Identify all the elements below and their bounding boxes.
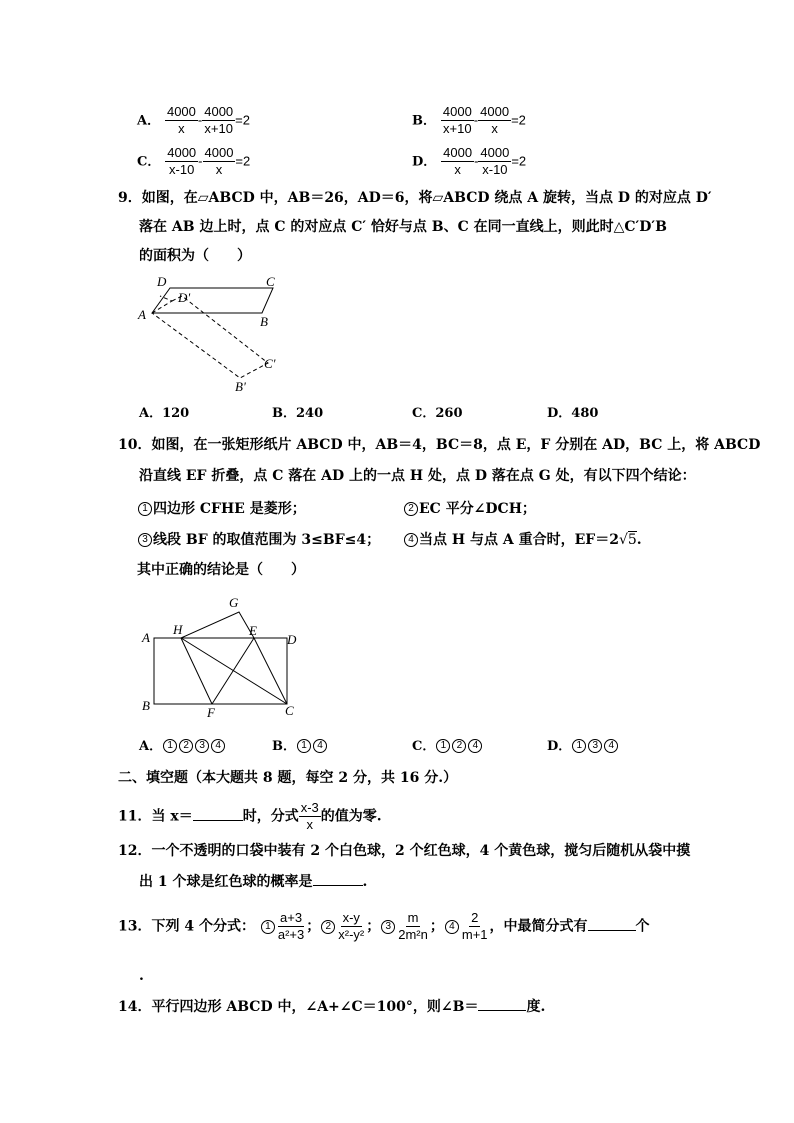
parallelogram-abcd bbox=[152, 288, 273, 313]
circled-number: 1 bbox=[138, 502, 152, 516]
label-b: B bbox=[142, 698, 150, 713]
fraction: $\frac{4000}{x-10}$ bbox=[167, 145, 197, 177]
answer-blank[interactable] bbox=[588, 930, 636, 931]
circled-number: 2 bbox=[404, 502, 418, 516]
fraction: $\frac{2}{m+1}$ bbox=[461, 910, 488, 942]
option-letter: A． bbox=[137, 113, 161, 129]
label-c: C bbox=[285, 703, 294, 718]
segment-ef bbox=[212, 638, 254, 704]
fraction: $\frac{4000}{x}$ bbox=[166, 104, 196, 136]
q10-conclusion-4: 4 当点 H 与点 A 重合时，EF＝2√5. bbox=[403, 530, 642, 550]
q12-line-2: 出 1 个球是红色球的概率是 . bbox=[139, 874, 368, 890]
label-b: B bbox=[260, 314, 268, 329]
folded-edges bbox=[181, 612, 254, 638]
label-e: E bbox=[249, 623, 257, 638]
option-letter: C． bbox=[137, 154, 161, 170]
answer-blank[interactable] bbox=[313, 885, 363, 886]
q10-option-d: D． 1 3 4 bbox=[547, 736, 619, 757]
q10-conclusion-1: 1 四边形 CFHE 是菱形； bbox=[137, 499, 306, 519]
option-letter: B． bbox=[412, 113, 436, 129]
option-letter: D． bbox=[412, 154, 437, 170]
q8-option-a: A． $\frac{4000}{x}$ - $\frac{4000}{x+10}$ =2 bbox=[137, 104, 250, 136]
q9-option-d: D．480 bbox=[547, 406, 599, 421]
q10-option-a: A． 1 2 3 4 bbox=[139, 736, 226, 757]
fraction: $\frac{4000}{x}$ bbox=[443, 145, 473, 177]
label-d: D bbox=[157, 274, 167, 289]
q8-option-d: D． $\frac{4000}{x}$ - $\frac{4000}{x-10}$ =2 bbox=[412, 145, 527, 177]
q10-option-b: B． 1 4 bbox=[272, 736, 328, 757]
q9-option-b: B．240 bbox=[272, 406, 324, 421]
q10-conclusion-2: 2 EC 平分∠DCH； bbox=[403, 499, 536, 519]
fraction: $\frac{a+3}{\text{a²+3}}$ bbox=[277, 910, 305, 942]
label-d: D bbox=[287, 632, 297, 647]
q10-line-1: 10．如图，在一张矩形纸片 ABCD 中，AB＝4，BC＝8，点 E，F 分别在 AD，BC 上，将 ABCD bbox=[118, 437, 761, 453]
fraction: $\frac{4000}{x}$ bbox=[204, 145, 234, 177]
fraction: $\frac{4000}{x+10}$ bbox=[204, 104, 234, 136]
q14: 14．平行四边形 ABCD 中，∠A+∠C＝100°，则∠B＝ 度. bbox=[118, 999, 546, 1015]
q10-option-c: C． 1 2 4 bbox=[412, 736, 483, 757]
label-b-prime: B' bbox=[235, 379, 246, 394]
label-f: F bbox=[207, 705, 215, 720]
q10-line-2: 沿直线 EF 折叠，点 C 落在 AD 上的一点 H 处，点 D 落在点 G 处，有以下四个结论： bbox=[139, 468, 696, 484]
section-heading: 二、填空题（本大题共 8 题，每空 2 分，共 16 分.） bbox=[118, 770, 458, 786]
label-a: A bbox=[142, 630, 150, 645]
q9-option-a: A．120 bbox=[139, 406, 190, 421]
fraction: $\frac{m}{\text{2m²n}}$ bbox=[398, 910, 428, 942]
answer-blank[interactable] bbox=[193, 820, 243, 821]
label-c: C bbox=[266, 274, 275, 289]
q9-figure bbox=[130, 268, 300, 398]
rotated-parallelogram bbox=[152, 296, 268, 378]
circled-number: 3 bbox=[138, 533, 152, 547]
label-a: A bbox=[138, 307, 146, 322]
rectangle-abcd bbox=[154, 638, 287, 704]
label-c-prime: C' bbox=[264, 356, 276, 371]
q8-option-b: B． $\frac{4000}{x+10}$ - $\frac{4000}{x}$ =2 bbox=[412, 104, 526, 136]
q10-figure bbox=[135, 592, 305, 724]
fraction: $\frac{4000}{x}$ bbox=[480, 104, 510, 136]
q9-line-1: 9．如图，在▱ABCD 中，AB＝26，AD＝6，将▱ABCD 绕点 A 旋转，当点 D 的对应点 D′ bbox=[118, 190, 712, 206]
q10-line-4: 其中正确的结论是（ ） bbox=[137, 562, 305, 578]
q12-line-1: 12．一个不透明的口袋中装有 2 个白色球，2 个红色球，4 个黄色球，搅匀后随机从袋中摸 bbox=[118, 843, 691, 859]
q11: 11．当 x＝ 时，分式 $\frac{x-3}{x}$ 的值为零. bbox=[118, 800, 382, 832]
q9-line-3: 的面积为（ ） bbox=[139, 248, 251, 264]
q9-line-2: 落在 AB 边上时，点 C 的对应点 C′ 恰好与点 B、C 在同一直线上，则此时△C′D′B bbox=[139, 219, 667, 235]
q13: 13．下列 4 个分式： 1 $\frac{a+3}{\text{a²+3}}$ ； 2 $\frac{x-y}{\text{x²-y²}}$ ； 3 $\frac{m}{\text{2m²n}}$ ； 4 $\frac{2}{m+1}$ ，中最简分式有 个 bbox=[118, 910, 650, 942]
circled-number: 4 bbox=[404, 533, 418, 547]
q8-option-c: C． $\frac{4000}{x-10}$ - $\frac{4000}{x}$ =2 bbox=[137, 145, 251, 177]
q9-option-c: C．260 bbox=[412, 406, 463, 421]
q10-conclusion-3: 3 线段 BF 的取值范围为 3≤BF≤4； bbox=[137, 530, 380, 550]
fraction: $\frac{x-3}{x}$ bbox=[300, 800, 319, 832]
fraction: $\frac{x-y}{\text{x²-y²}}$ bbox=[338, 910, 365, 942]
label-g: G bbox=[229, 595, 239, 610]
answer-blank[interactable] bbox=[478, 1010, 526, 1011]
fraction: $\frac{4000}{x+10}$ bbox=[442, 104, 472, 136]
label-h: H bbox=[173, 622, 183, 637]
label-d-prime: D' bbox=[178, 290, 191, 305]
q13-tail: . bbox=[139, 968, 144, 984]
fraction: $\frac{4000}{x-10}$ bbox=[480, 145, 510, 177]
sqrt-symbol: √ bbox=[618, 532, 628, 548]
